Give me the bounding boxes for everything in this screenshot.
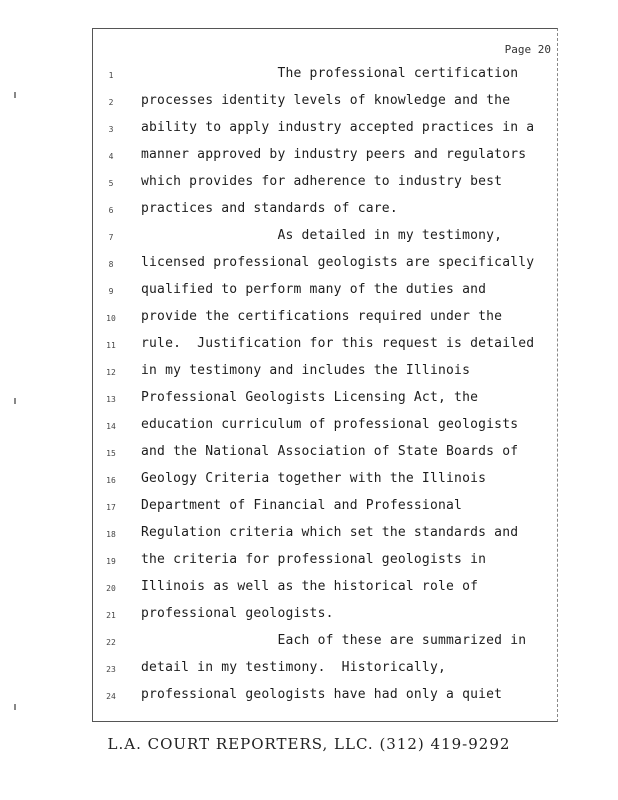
line-text: Department of Financial and Professional: [141, 498, 463, 513]
line-number: 23: [106, 665, 116, 674]
transcript-page: [92, 28, 558, 722]
transcript-line: [93, 390, 559, 417]
line-number: 21: [106, 611, 116, 620]
line-text: and the National Association of State Boards of: [141, 444, 519, 459]
line-number: 5: [108, 179, 114, 188]
line-text: in my testimony and includes the Illinois: [141, 363, 471, 378]
line-text: education curriculum of professional geologists: [141, 417, 519, 432]
line-text: practices and standards of care.: [141, 201, 398, 216]
line-text: professional geologists have had only a quiet: [141, 687, 503, 702]
line-text: Illinois as well as the historical role of: [141, 579, 479, 594]
line-number: 4: [108, 152, 114, 161]
line-number: 18: [106, 530, 116, 539]
line-number: 14: [106, 422, 116, 431]
line-number: 24: [106, 692, 116, 701]
line-number: 1: [108, 71, 114, 80]
line-number: 16: [106, 476, 116, 485]
line-text: licensed professional geologists are specifically: [141, 255, 535, 270]
line-number: 20: [106, 584, 116, 593]
line-text: Each of these are summarized in: [141, 633, 527, 648]
line-text: which provides for adherence to industry best: [141, 174, 503, 189]
line-text: professional geologists.: [141, 606, 334, 621]
line-text: rule. Justification for this request is detailed: [141, 336, 535, 351]
line-text: As detailed in my testimony,: [141, 228, 503, 243]
line-number: 12: [106, 368, 116, 377]
line-number: 7: [108, 233, 114, 242]
transcript-line: [93, 147, 559, 174]
transcript-line: [93, 471, 559, 498]
margin-tick: [14, 704, 16, 710]
line-number: 19: [106, 557, 116, 566]
transcript-line: [93, 606, 559, 633]
transcript-line: [93, 255, 559, 282]
transcript-line: [93, 120, 559, 147]
line-number: 15: [106, 449, 116, 458]
line-number: 9: [108, 287, 114, 296]
line-text: detail in my testimony. Historically,: [141, 660, 447, 675]
line-text: Regulation criteria which set the standards and: [141, 525, 519, 540]
line-number: 11: [106, 341, 116, 350]
transcript-line: [93, 660, 559, 687]
transcript-line: [93, 687, 559, 714]
line-text: the criteria for professional geologists in: [141, 552, 487, 567]
transcript-line: [93, 309, 559, 336]
transcript-line: [93, 579, 559, 606]
transcript-line: [93, 552, 559, 579]
reporter-footer: L.A. COURT REPORTERS, LLC. (312) 419-9292: [107, 735, 511, 753]
line-number: 22: [106, 638, 116, 647]
transcript-line: [93, 525, 559, 552]
transcript-line: [93, 228, 559, 255]
transcript-line: [93, 444, 559, 471]
page-number: Page 20: [504, 43, 551, 56]
line-text: The professional certification: [141, 66, 519, 81]
line-text: ability to apply industry accepted practices in a: [141, 120, 535, 135]
margin-tick: [14, 398, 16, 404]
line-text: Professional Geologists Licensing Act, the: [141, 390, 479, 405]
margin-tick: [14, 92, 16, 98]
transcript-line: [93, 633, 559, 660]
line-number: 8: [108, 260, 114, 269]
line-number: 6: [108, 206, 114, 215]
transcript-line: [93, 336, 559, 363]
line-number: 13: [106, 395, 116, 404]
line-number: 3: [108, 125, 114, 134]
line-number: 2: [108, 98, 114, 107]
transcript-line: [93, 66, 559, 93]
line-number: 10: [106, 314, 116, 323]
transcript-line: [93, 174, 559, 201]
transcript-line: [93, 363, 559, 390]
line-text: processes identity levels of knowledge and the: [141, 93, 511, 108]
transcript-line: [93, 201, 559, 228]
line-text: Geology Criteria together with the Illinois: [141, 471, 487, 486]
line-text: provide the certifications required under the: [141, 309, 503, 324]
transcript-line: [93, 93, 559, 120]
line-text: manner approved by industry peers and regulators: [141, 147, 527, 162]
transcript-line: [93, 282, 559, 309]
line-text: qualified to perform many of the duties and: [141, 282, 487, 297]
transcript-line: [93, 498, 559, 525]
line-number: 17: [106, 503, 116, 512]
transcript-line: [93, 417, 559, 444]
